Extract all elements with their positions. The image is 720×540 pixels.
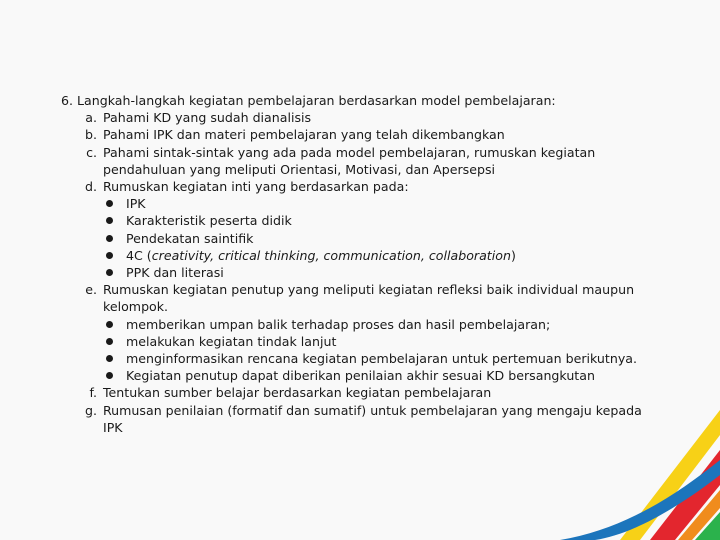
list-item-a	[61, 109, 661, 126]
bullet-item	[61, 333, 661, 350]
bullet-text: IPK	[126, 196, 146, 212]
list-item-g	[61, 402, 661, 419]
list-item-text: Rumusan penilaian (formatif dan sumatif) untuk pembelajaran yang mengaju kepada	[103, 402, 642, 418]
content-block	[61, 92, 661, 436]
list-item-text: Tentukan sumber belajar berdasarkan kegiatan pembelajaran	[103, 385, 492, 401]
section-heading: 6. Langkah-langkah kegiatan pembelajaran berdasarkan model pembelajaran:	[61, 93, 556, 108]
bullet-item	[61, 247, 661, 264]
bullet-icon	[106, 200, 113, 207]
bullet-item	[61, 316, 661, 333]
bullet-text: PPK dan literasi	[126, 265, 224, 281]
list-item-b	[61, 126, 661, 143]
bullet-icon	[106, 338, 113, 345]
bullet-icon	[106, 235, 113, 242]
list-marker: d.	[85, 179, 97, 195]
list-marker: f.	[89, 385, 97, 401]
list-item-e-continuation: kelompok.	[103, 299, 169, 315]
bullet-icon	[106, 321, 113, 328]
bullet-text-prefix: 4C (	[126, 247, 152, 263]
list-marker: b.	[85, 127, 97, 143]
bullet-icon	[106, 217, 113, 224]
list-item-f	[61, 384, 661, 401]
bullet-icon	[106, 269, 113, 276]
list-marker: c.	[86, 144, 97, 160]
bullet-item	[61, 350, 661, 367]
bullet-text: memberikan umpan balik terhadap proses dan hasil pembelajaran;	[126, 316, 551, 332]
bullet-item	[61, 230, 661, 247]
bullet-text-italic: creativity, critical thinking, communication, collaboration	[151, 247, 511, 263]
bullet-text: menginformasikan rencana kegiatan pembelajaran untuk pertemuan berikutnya.	[126, 351, 638, 367]
list-item-text: Pahami IPK dan materi pembelajaran yang telah dikembangkan	[103, 127, 505, 143]
list-marker: a.	[85, 110, 97, 126]
bullet-text: Pendekatan saintifik	[126, 230, 254, 246]
bullet-icon	[106, 252, 113, 259]
list-item-text: Pahami KD yang sudah dianalisis	[103, 110, 312, 126]
bullet-item	[61, 195, 661, 212]
list-item-text: Rumuskan kegiatan penutup yang meliputi kegiatan refleksi baik individual maupun	[103, 282, 635, 298]
list-marker: g.	[85, 402, 97, 418]
list-item-g-continuation: IPK	[103, 419, 123, 435]
list-marker: e.	[85, 282, 97, 298]
list-item-text: Rumuskan kegiatan inti yang berdasarkan pada:	[103, 179, 409, 195]
list-item-c	[61, 144, 661, 161]
bullet-icon	[106, 372, 113, 379]
list-item-c-continuation: pendahuluan yang meliputi Orientasi, Motivasi, dan Apersepsi	[103, 161, 496, 177]
bullet-icon	[106, 355, 113, 362]
bullet-text: melakukan kegiatan tindak lanjut	[126, 333, 337, 349]
bullet-item	[61, 212, 661, 229]
bullet-text: Karakteristik peserta didik	[126, 213, 292, 229]
bullet-text-suffix: )	[510, 247, 516, 263]
bullet-item	[61, 264, 661, 281]
bullet-item	[61, 367, 661, 384]
list-item-e	[61, 281, 661, 298]
list-item-text: Pahami sintak-sintak yang ada pada model pembelajaran, rumuskan kegiatan	[103, 144, 596, 160]
bullet-text: Kegiatan penutup dapat diberikan penilaian akhir sesuai KD bersangkutan	[126, 368, 595, 384]
list-item-d	[61, 178, 661, 195]
